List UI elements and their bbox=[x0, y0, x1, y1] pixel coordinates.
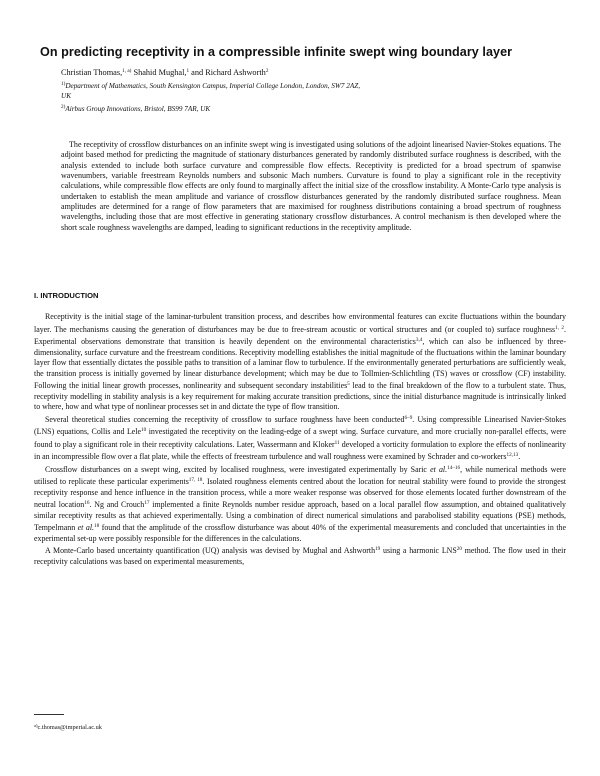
paragraph bbox=[34, 312, 566, 413]
paragraph-text: , which can also be influenced by three-dimensionality, surface curvature and the freestream conditions. Receptivity modelling establishes the initial magnitude of the fluctuations within the laminar boundary layer flow that essentially dictates the possible paths to transition of a laminar flow to turbulence. If the environmentally generated perturbations are sufficiently weak, the transition process is initially governed by linear disturbance development; which may be due to Tollmien-Schlichtling (TS) waves or crossflow (CF) instability. Following the initial linear growth processes, nonlinearity and subsequent secondary instabilities bbox=[34, 337, 566, 390]
paragraph-text: . bbox=[518, 452, 521, 461]
citation-superscript: 11 bbox=[334, 439, 340, 446]
paragraph bbox=[34, 544, 566, 567]
italic-text: et al. bbox=[77, 523, 95, 532]
footnote-rule bbox=[34, 714, 64, 715]
affiliation-text: Department of Mathematics, South Kensington Campus, Imperial College London, London, SW7 2AZ, bbox=[65, 82, 361, 90]
citation-superscript: 19 bbox=[375, 546, 381, 552]
footnote-mark: a) bbox=[34, 723, 38, 728]
paragraph-text: A Monte-Carlo based uncertainty quantification (UQ) analysis was devised by Mughal and Ashworth bbox=[45, 546, 376, 555]
paragraph-text: Crossflow disturbances on a swept wing, excited by localised roughness, were investigated experimentally by Saric bbox=[45, 464, 431, 474]
author-mark: 2 bbox=[265, 68, 269, 74]
citation-superscript: 10 bbox=[140, 427, 147, 433]
footnote bbox=[34, 723, 102, 731]
citation-superscript: 12,13 bbox=[506, 452, 519, 458]
affiliation-text: Airbus Group Innovations, Bristol, BS99 7AR, UK bbox=[65, 105, 211, 113]
body-text bbox=[34, 312, 566, 567]
citation-superscript: 17 bbox=[144, 500, 150, 506]
paragraph-text: implemented a finite Reynolds number residue approach, based on a local parallel flow assumption, and obtained qualitatively similar receptivity results as that achieved experimentally. Using a combination of direct numerical simulations and parabolised stability equations (PSE) methods, Tempelmann bbox=[34, 500, 566, 532]
paragraph-text: found that the amplitude of the crossflow disturbance was about 40% of the experimental measurements and concluded that uncertainties in the experimental set-up were possibly responsible for the differences in the calculations. bbox=[34, 523, 566, 543]
affiliation-1-continued: UK bbox=[61, 92, 71, 100]
paragraph-text: . Experimental observations demonstrate that transition is heavily dependent on the environmental characteristics bbox=[34, 324, 566, 346]
paragraph-text: . Isolated roughness elements centred about the location for neutral stability were found to provide the strongest receptivity response and hence influence in the transition process, while a more weaker response was observed for those elements located further downstream of the neutral location bbox=[34, 477, 566, 509]
paragraph-text: Several theoretical studies concerning the receptivity of crossflow to surface roughness have been conducted bbox=[45, 414, 405, 424]
citation-superscript: 20 bbox=[456, 546, 462, 552]
paper-title: On predicting receptivity in a compressible infinite swept wing boundary layer bbox=[40, 45, 513, 59]
paragraph-text: . Ng and Crouch bbox=[89, 500, 145, 509]
affiliation-2 bbox=[61, 104, 210, 113]
author-name: and Richard Ashworth bbox=[191, 68, 266, 77]
abstract: The receptivity of crossflow disturbances on an infinite swept wing is investigated using solutions of the adjoint linearised Navier-Stokes equations. The adjoint based method for predicting the magnitude of stationary disturbances generated by randomly distributed surface roughness is described, with the analysis extended to include both surface curvature and compressible flow effects. Receptivity is predicted for a broad spectrum of spanwise wavenumbers, variable freestream Reynolds numbers and subsonic Mach numbers. Curvature is found to play a significant role in the receptivity calculations, while compressible flow effects are only found to marginally affect the initial size of the crossflow instability. A Monte-Carlo type analysis is undertaken to establish the mean amplitude and variance of crossflow disturbances generated by the randomly distributed surface roughness. Mean amplitudes are determined for a range of flow parameters that are maximised for roughness distributions containing a broad spectrum of roughness wavelengths, including those that are most effective in generating stationary crossflow disturbances. A control mechanism is then developed where the short scale roughness wavelengths are damped, leading to significant reductions in the receptivity amplitude. bbox=[61, 140, 561, 232]
paragraph-text: using a harmonic LNS bbox=[380, 546, 457, 555]
paragraph-text: , while numerical methods were utilised to replicate these particular experiments bbox=[34, 464, 567, 486]
italic-text: et al. bbox=[430, 464, 448, 474]
paragraph-text: Receptivity is the initial stage of the laminar-turbulent transition process, and describes how environmental features can excite fluctuations within the boundary layer. The mechanisms causing the generation of disturbances may be due to free-stream acoustic or vortical structures and (or coupled to) surface roughness bbox=[34, 312, 566, 334]
citation-superscript: 6–9 bbox=[404, 414, 413, 421]
author-mark: 1 bbox=[186, 68, 190, 74]
citation-superscript: 16 bbox=[84, 500, 90, 506]
paragraph bbox=[34, 463, 566, 545]
citation-superscript: 14–16 bbox=[447, 464, 461, 471]
citation-superscript: 3,4 bbox=[415, 337, 423, 343]
citation-superscript: 18 bbox=[94, 523, 100, 529]
paragraph-text: lead to the final breakdown of the flow to a turbulent state. Thus, receptivity modelling in stability analysis is a key requirement for making accurate transition predictions, since the initial disturbance magnitude is intrinsically linked to where, how and what type of nonlinear processes set in and dictate the type of flow transition. bbox=[34, 381, 566, 411]
author-name: Christian Thomas, bbox=[61, 68, 123, 77]
paragraph-text: investigated the receptivity on the leading-edge of a swept wing. Surface curvature, and more crucially non-parallel effects, were found to play a significant role in their receptivity calculations. Later, Wassermann and Kloker bbox=[34, 427, 566, 449]
author-list bbox=[61, 68, 268, 77]
affiliation-mark: 1) bbox=[61, 81, 66, 87]
citation-superscript: 1, 2 bbox=[555, 324, 565, 331]
paragraph-text: . Using compressible Linearised Navier-Stokes (LNS) equations, Collis and Lele bbox=[34, 414, 566, 436]
footnote-email: c.thomas@imperial.ac.uk bbox=[37, 724, 102, 731]
paragraph bbox=[34, 413, 566, 463]
citation-superscript: 17, 18 bbox=[188, 477, 203, 483]
author-name: Shahid Mughal, bbox=[133, 68, 187, 77]
affiliation-1 bbox=[61, 81, 360, 90]
section-heading: I. INTRODUCTION bbox=[34, 291, 99, 300]
paragraph-text: method. The flow used in their receptivity calculations was based on experimental measurements, bbox=[34, 546, 567, 566]
affiliation-mark: 2) bbox=[61, 104, 66, 110]
paragraph-text: developed a vorticity formulation to explore the effects of nonlinearity in an incompressible flow over a flat plate, while the effects of freestream turbulence and wall roughness were examined by Schrader and co-workers bbox=[34, 439, 566, 461]
citation-superscript: 5 bbox=[347, 381, 350, 387]
author-mark: 1, a) bbox=[122, 68, 132, 74]
